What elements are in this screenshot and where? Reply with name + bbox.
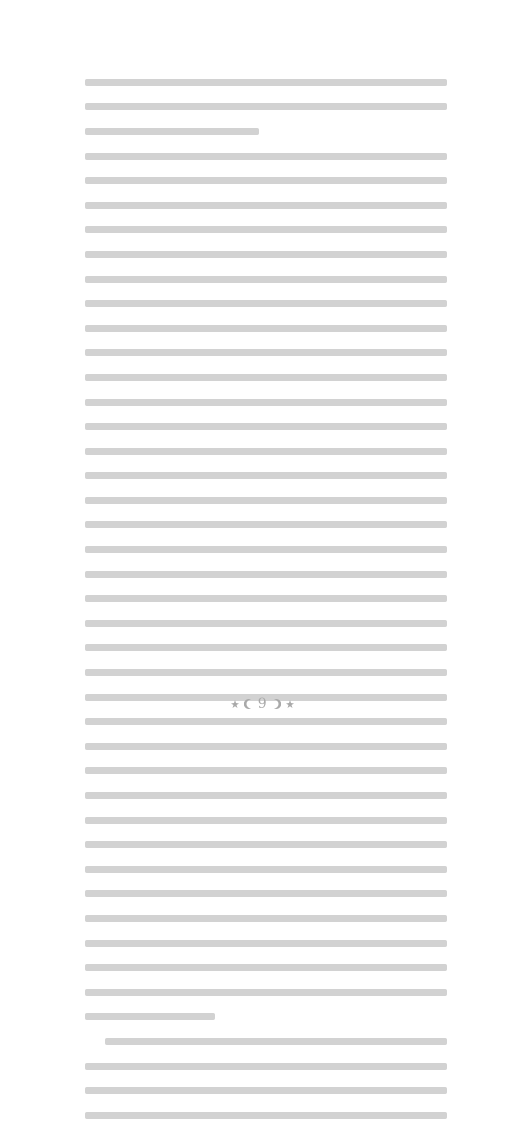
text-line-placeholder — [85, 448, 447, 455]
body-text — [85, 70, 447, 1128]
text-line — [85, 808, 447, 833]
crescent-icon — [244, 698, 254, 710]
text-line — [85, 660, 447, 685]
text-line — [85, 759, 447, 784]
text-line-placeholder — [85, 399, 447, 406]
text-line-placeholder — [85, 1013, 215, 1020]
text-line-placeholder — [85, 767, 447, 774]
text-line-placeholder — [85, 644, 447, 651]
text-line-placeholder — [85, 374, 447, 381]
text-line — [85, 636, 447, 661]
text-line — [85, 513, 447, 538]
text-line — [85, 906, 447, 931]
text-line — [85, 316, 447, 341]
text-line-placeholder — [85, 620, 447, 627]
text-line-placeholder — [85, 226, 447, 233]
text-line — [85, 955, 447, 980]
text-line — [85, 1054, 447, 1079]
text-line — [85, 70, 447, 95]
star-icon — [230, 698, 240, 710]
text-line-placeholder — [85, 817, 447, 824]
text-line-placeholder — [85, 300, 447, 307]
text-line — [85, 1078, 447, 1103]
text-line — [85, 341, 447, 366]
text-line-placeholder — [85, 472, 447, 479]
text-line — [85, 882, 447, 907]
text-line-placeholder — [85, 153, 447, 160]
text-line-placeholder — [85, 202, 447, 209]
text-line — [85, 291, 447, 316]
text-line-placeholder — [85, 718, 447, 725]
text-line — [85, 144, 447, 169]
text-line — [85, 1029, 447, 1054]
text-line-placeholder — [85, 79, 447, 86]
text-line — [85, 267, 447, 292]
text-line — [85, 464, 447, 489]
text-line-placeholder — [85, 497, 447, 504]
text-line-placeholder — [85, 546, 447, 553]
text-line — [85, 611, 447, 636]
text-line-placeholder — [85, 964, 447, 971]
text-line-placeholder — [85, 423, 447, 430]
text-line — [85, 980, 447, 1005]
text-line-placeholder — [85, 841, 447, 848]
page-folio — [0, 696, 525, 712]
text-line-placeholder — [105, 1038, 447, 1045]
page-number: 9 — [257, 696, 268, 712]
text-line — [85, 857, 447, 882]
star-icon — [285, 698, 295, 710]
text-line-placeholder — [85, 669, 447, 676]
text-line — [85, 734, 447, 759]
text-line — [85, 537, 447, 562]
text-line-placeholder — [85, 915, 447, 922]
text-line-placeholder — [85, 276, 447, 283]
text-line — [85, 168, 447, 193]
text-line-placeholder — [85, 128, 259, 135]
text-line-placeholder — [85, 325, 447, 332]
text-line-placeholder — [85, 890, 447, 897]
text-line-placeholder — [85, 103, 447, 110]
text-line-placeholder — [85, 1087, 447, 1094]
text-line-placeholder — [85, 792, 447, 799]
text-line — [85, 832, 447, 857]
text-line — [85, 193, 447, 218]
text-line-placeholder — [85, 743, 447, 750]
text-line-placeholder — [85, 866, 447, 873]
crescent-icon — [271, 698, 281, 710]
text-line-placeholder — [85, 989, 447, 996]
text-line-placeholder — [85, 349, 447, 356]
text-line-placeholder — [85, 595, 447, 602]
text-line — [85, 931, 447, 956]
text-line — [85, 439, 447, 464]
text-line — [85, 242, 447, 267]
text-line — [85, 1103, 447, 1128]
text-line — [85, 586, 447, 611]
text-line — [85, 488, 447, 513]
text-line — [85, 365, 447, 390]
text-line — [85, 218, 447, 243]
text-line-placeholder — [85, 1112, 447, 1119]
text-line — [85, 709, 447, 734]
text-line — [85, 562, 447, 587]
text-line-placeholder — [85, 177, 447, 184]
text-line — [85, 414, 447, 439]
text-line — [85, 783, 447, 808]
text-line — [85, 1005, 447, 1030]
text-line-placeholder — [85, 1063, 447, 1070]
text-line-placeholder — [85, 940, 447, 947]
text-line-placeholder — [85, 571, 447, 578]
text-line — [85, 119, 447, 144]
text-line — [85, 390, 447, 415]
text-line-placeholder — [85, 521, 447, 528]
text-line — [85, 95, 447, 120]
text-line-placeholder — [85, 251, 447, 258]
